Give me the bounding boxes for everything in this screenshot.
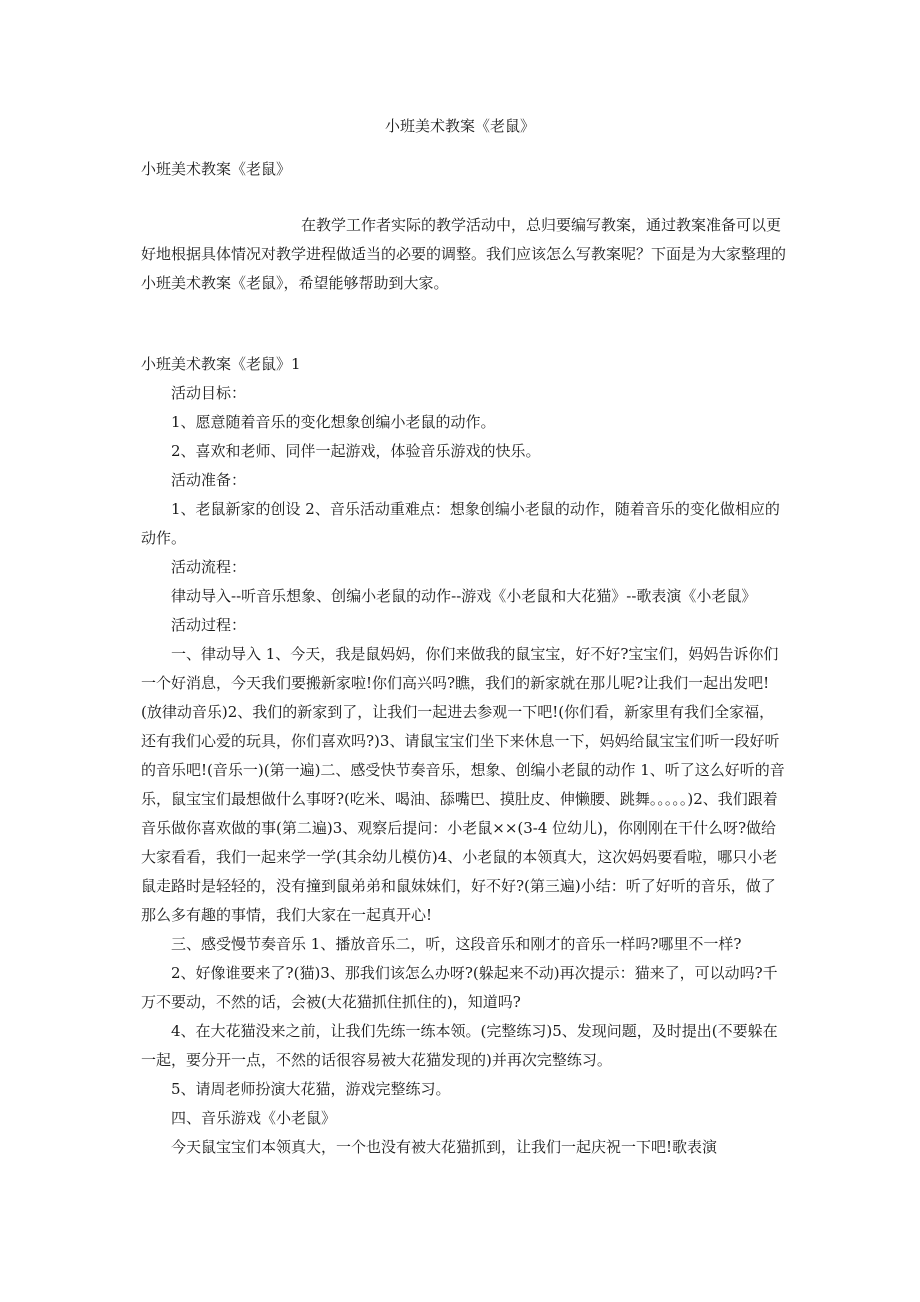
paragraph: 律动导入--听音乐想象、创编小老鼠的动作--游戏《小老鼠和大花猫》--歌表演《小老鼠》 [171,587,757,605]
paragraph: 活动流程： [171,558,247,576]
section-title: 小班美术教案《老鼠》1 [141,355,301,373]
paragraph: 今天鼠宝宝们本领真大，一个也没有被大花猫抓到，让我们一起庆祝一下吧!歌表演 [171,1138,718,1156]
document-title: 小班美术教案《老鼠》 [384,117,535,135]
paragraph: 5、请周老师扮演大花猫，游戏完整练习。 [171,1080,451,1098]
paragraph: 活动目标： [171,384,247,402]
paragraph: 2、喜欢和老师、同伴一起游戏，体验音乐游戏的快乐。 [171,442,541,460]
paragraph: 1、愿意随着音乐的变化想象创编小老鼠的动作。 [171,413,496,431]
paragraph: 2、好像谁要来了?(猫)3、那我们该怎么办呀?(躲起来不动)再次提示：猫来了，可以动吗?千万不要动，不然的话，会被(大花猫抓住抓住的)，知道吗? [141,964,778,1011]
paragraph: 四、音乐游戏《小老鼠》 [171,1109,337,1127]
document-body [141,350,786,1162]
paragraph: 活动准备： [171,471,247,489]
document-subtitle: 小班美术教案《老鼠》 [141,160,292,178]
intro-paragraph [141,211,786,298]
intro-text: 在教学工作者实际的教学活动中，总归要编写教案，通过教案准备可以更好地根据具体情况对教学进程做适当的必要的调整。我们应该怎么写教案呢？下面是为大家整理的小班美术教案《老鼠》，希望能够帮助到大家。 [141,216,787,292]
paragraph: 1、老鼠新家的创设 2、音乐活动重难点：想象创编小老鼠的动作，随着音乐的变化做相应的动作。 [141,500,780,547]
paragraph: 三、感受慢节奏音乐 1、播放音乐二，听，这段音乐和刚才的音乐一样吗?哪里不一样? [171,935,742,953]
paragraph: 活动过程： [171,616,247,634]
paragraph: 4、在大花猫没来之前，让我们先练一练本领。(完整练习)5、发现问题，及时提出(不要躲在一起，要分开一点，不然的话很容易被大花猫发现的)并再次完整练习。 [141,1022,778,1069]
paragraph: 一、律动导入 1、今天，我是鼠妈妈，你们来做我的鼠宝宝，好不好?宝宝们，妈妈告诉你们一个好消息，今天我们要搬新家啦!你们高兴吗?瞧，我们的新家就在那儿呢?让我们一起出发吧!(放律动音乐)2、我们的新家到了，让我们一起进去参观一下吧!(你们看，新家里有我们全家福，还有我们心爱的玩具，你们喜欢吗?)3、请鼠宝宝们坐下来休息一下，妈妈给鼠宝宝们听一段好听的音乐吧!(音乐一)(第一遍)二、感受快节奏音乐，想象、创编小老鼠的动作 1、听了这么好听的音乐，鼠宝宝们最想做什么事呀?(吃米、喝油、舔嘴巴、摸肚皮、伸懒腰、跳舞。。。。。)2、我们跟着音乐做你喜欢做的事(第二遍)3、观察后提问：小老鼠××(3-4 位幼儿)，你刚刚在干什么呀?做给大家看看，我们一起来学一学(其余幼儿模仿)4、小老鼠的本领真大，这次妈妈要看啦，哪只小老鼠走路时是轻轻的，没有撞到鼠弟弟和鼠妹妹们，好不好?(第三遍)小结：听了好听的音乐，做了那么多有趣的事情，我们大家在一起真开心! [141,645,785,924]
